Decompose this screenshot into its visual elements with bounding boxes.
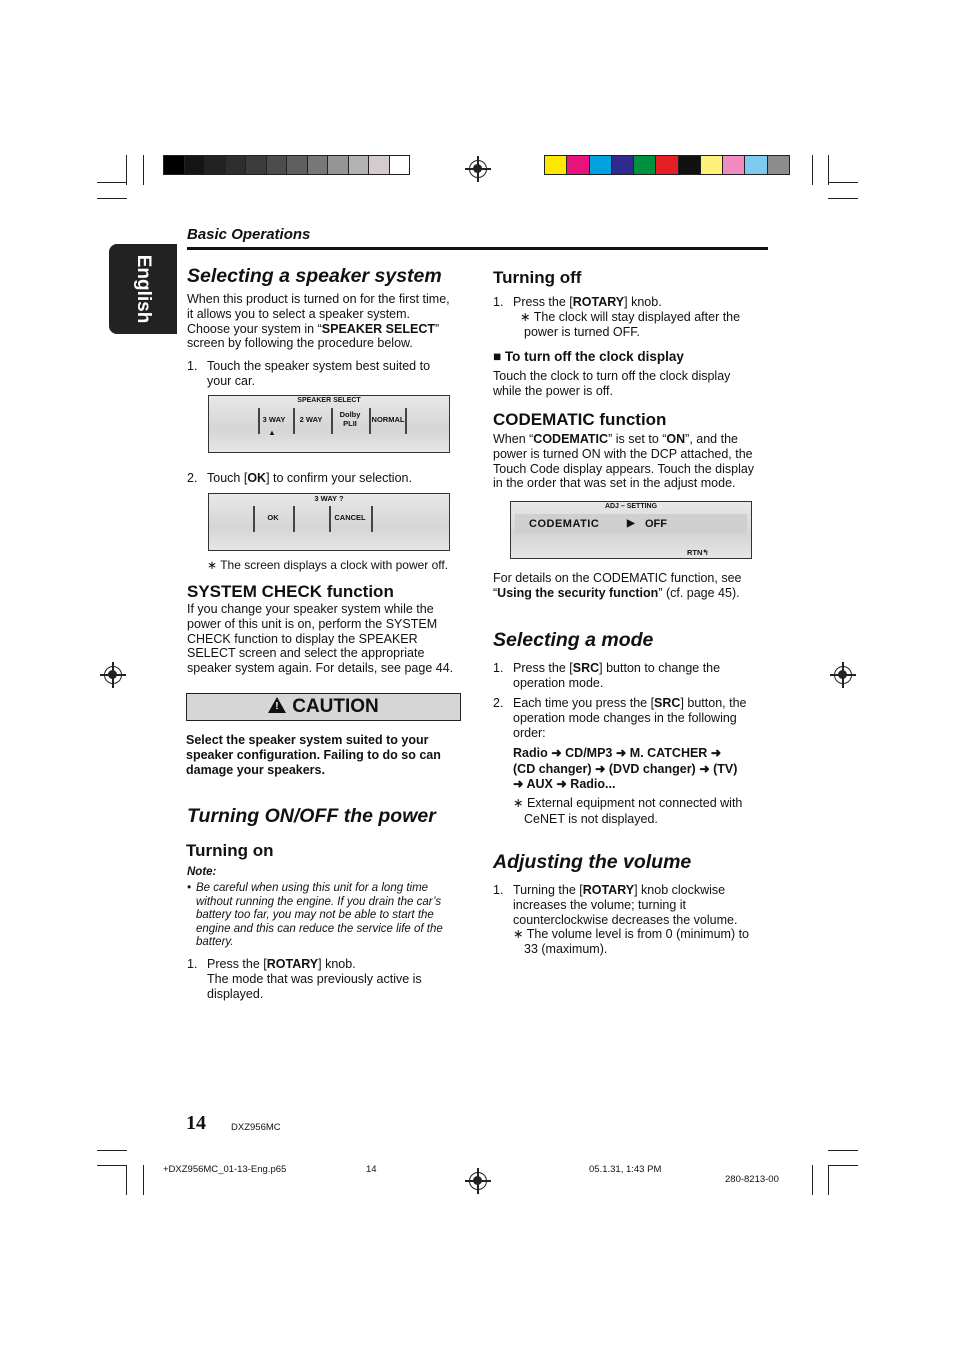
- option-dolby[interactable]: Dolby PLII: [339, 410, 361, 428]
- battery-note: • Be careful when using this unit for a long time without running the engine. If you drain the car’s battery too far, you may not be able to start the engine and this can reduce the service life of the battery.: [187, 882, 443, 948]
- color-swatch: [368, 155, 390, 175]
- note-label: Note:: [187, 866, 217, 878]
- volume-step: 1. Turning the [ROTARY] knob clockwise increases the volume; turning it counterclockwise decreases the volume. ∗ The volume level is from 0 (minimum) to 33 (maximum).: [493, 883, 750, 957]
- color-swatch: [655, 155, 678, 175]
- file-name: +DXZ956MC_01-13-Eng.p65: [163, 1164, 287, 1175]
- section-header: Basic Operations: [187, 226, 311, 243]
- file-page: 14: [366, 1164, 377, 1175]
- clock-note: ∗ The screen displays a clock with power off.: [207, 558, 449, 572]
- arrow-right-icon: ▶: [627, 518, 635, 529]
- system-check-body: If you change your speaker system while the power of this unit is on, perform the SYSTEM CHECK function to display the SPEAKER SELECT screen and select the appropriate speaker system again. For details, see page 44.: [187, 602, 454, 676]
- color-swatch: [307, 155, 329, 175]
- caution-body: Select the speaker system suited to your speaker configuration. Failing to do so can damage your speakers.: [186, 733, 441, 777]
- registration-mark-icon: [104, 666, 122, 684]
- color-swatch: [184, 155, 206, 175]
- mode-step-1: 1. Press the [SRC] button to change the operation mode.: [493, 661, 721, 690]
- codematic-details: For details on the CODEMATIC function, see “Using the security function” (cf. page 45).: [493, 571, 742, 600]
- mode-sequence: Radio ➜ CD/MP3 ➜ M. CATCHER ➜ (CD changer) ➜ (DVD changer) ➜ (TV) ➜ AUX ➜ Radio...: [513, 746, 738, 791]
- color-swatch: [633, 155, 656, 175]
- color-swatch: [744, 155, 767, 175]
- speaker-intro: When this product is turned on for the first time, it allows you to select a speaker system. Choose your system in “SPEAKER SELECT” screen by following the procedure below.: [187, 292, 450, 351]
- color-swatch: [589, 155, 612, 175]
- turning-off-title: Turning off: [493, 268, 582, 287]
- color-swatch: [722, 155, 745, 175]
- speaker-step-2: 2. Touch [OK] to confirm your selection.: [187, 471, 412, 485]
- power-title: Turning ON/OFF the power: [187, 805, 436, 827]
- square-bullet-icon: ■: [493, 349, 502, 364]
- warning-triangle-icon: !: [268, 697, 286, 713]
- codematic-item[interactable]: CODEMATIC: [529, 518, 600, 530]
- return-button[interactable]: RTN↰: [687, 548, 709, 557]
- color-swatch: [286, 155, 308, 175]
- system-check-title: SYSTEM CHECK function: [187, 582, 394, 601]
- turning-on-step: 1. Press the [ROTARY] knob. The mode that was previously active is displayed.: [187, 957, 422, 1001]
- codematic-value[interactable]: OFF: [645, 518, 667, 530]
- selection-marker-icon: ▲: [268, 428, 276, 437]
- color-swatch: [566, 155, 589, 175]
- registration-mark-icon: [469, 160, 487, 178]
- color-swatch: [266, 155, 288, 175]
- mode-step-2: 2. Each time you press the [SRC] button, the operation mode changes in the following order:: [493, 696, 747, 740]
- color-swatch: [348, 155, 370, 175]
- option-2way[interactable]: 2 WAY: [299, 415, 323, 424]
- clock-off-title: ■ To turn off the clock display: [493, 349, 684, 364]
- confirm-display[interactable]: [208, 493, 450, 551]
- caution-label: CAUTION: [292, 696, 379, 717]
- clock-off-body: Touch the clock to turn off the clock display while the power is off.: [493, 369, 731, 398]
- print-date: 05.1.31, 1:43 PM: [589, 1164, 662, 1175]
- option-normal[interactable]: NORMAL: [371, 415, 405, 424]
- color-swatch: [163, 155, 185, 175]
- turning-on-title: Turning on: [186, 841, 274, 860]
- color-swatch: [678, 155, 701, 175]
- registration-mark-icon: [834, 666, 852, 684]
- speaker-title: Selecting a speaker system: [187, 265, 442, 287]
- cancel-button[interactable]: CANCEL: [334, 513, 366, 522]
- volume-title: Adjusting the volume: [493, 851, 692, 873]
- color-swatch: [245, 155, 267, 175]
- model-code: DXZ956MC: [231, 1122, 281, 1133]
- codematic-title: CODEMATIC function: [493, 410, 667, 429]
- color-swatch: [767, 155, 790, 175]
- turning-off-step: 1. Press the [ROTARY] knob. ∗ The clock will stay displayed after the power is turned OFF.: [493, 295, 741, 339]
- color-swatch: [327, 155, 349, 175]
- registration-mark-icon: [469, 1172, 487, 1190]
- display-title: SPEAKER SELECT: [297, 397, 361, 404]
- mode-title: Selecting a mode: [493, 629, 654, 651]
- color-swatch: [611, 155, 634, 175]
- ok-button[interactable]: OK: [267, 513, 279, 522]
- language-tab-label: English: [133, 254, 154, 324]
- codematic-body: When “CODEMATIC” is set to “ON”, and the power is turned ON with the DCP attached, the Touch Code display appears. Touch the display in the order that was set in the adjust mode.: [493, 432, 755, 491]
- color-swatch: [225, 155, 247, 175]
- page-number: 14: [186, 1112, 206, 1134]
- document-code: 280-8213-00: [725, 1174, 779, 1185]
- speaker-select-display[interactable]: [208, 395, 450, 453]
- color-swatch: [204, 155, 226, 175]
- color-swatch: [700, 155, 723, 175]
- display-title: ADJ – SETTING: [604, 503, 658, 510]
- adj-setting-display[interactable]: [510, 501, 752, 559]
- caution-box: [186, 693, 461, 721]
- color-swatch: [389, 155, 411, 175]
- display-title: 3 WAY ?: [314, 494, 344, 503]
- mode-note: ∗ External equipment not connected with CeNET is not displayed.: [513, 796, 743, 826]
- option-3way[interactable]: 3 WAY: [262, 415, 286, 424]
- color-swatch: [544, 155, 567, 175]
- language-tab: [109, 244, 177, 334]
- header-rule: [187, 247, 768, 250]
- speaker-step-1: 1. Touch the speaker system best suited to your car.: [187, 359, 431, 388]
